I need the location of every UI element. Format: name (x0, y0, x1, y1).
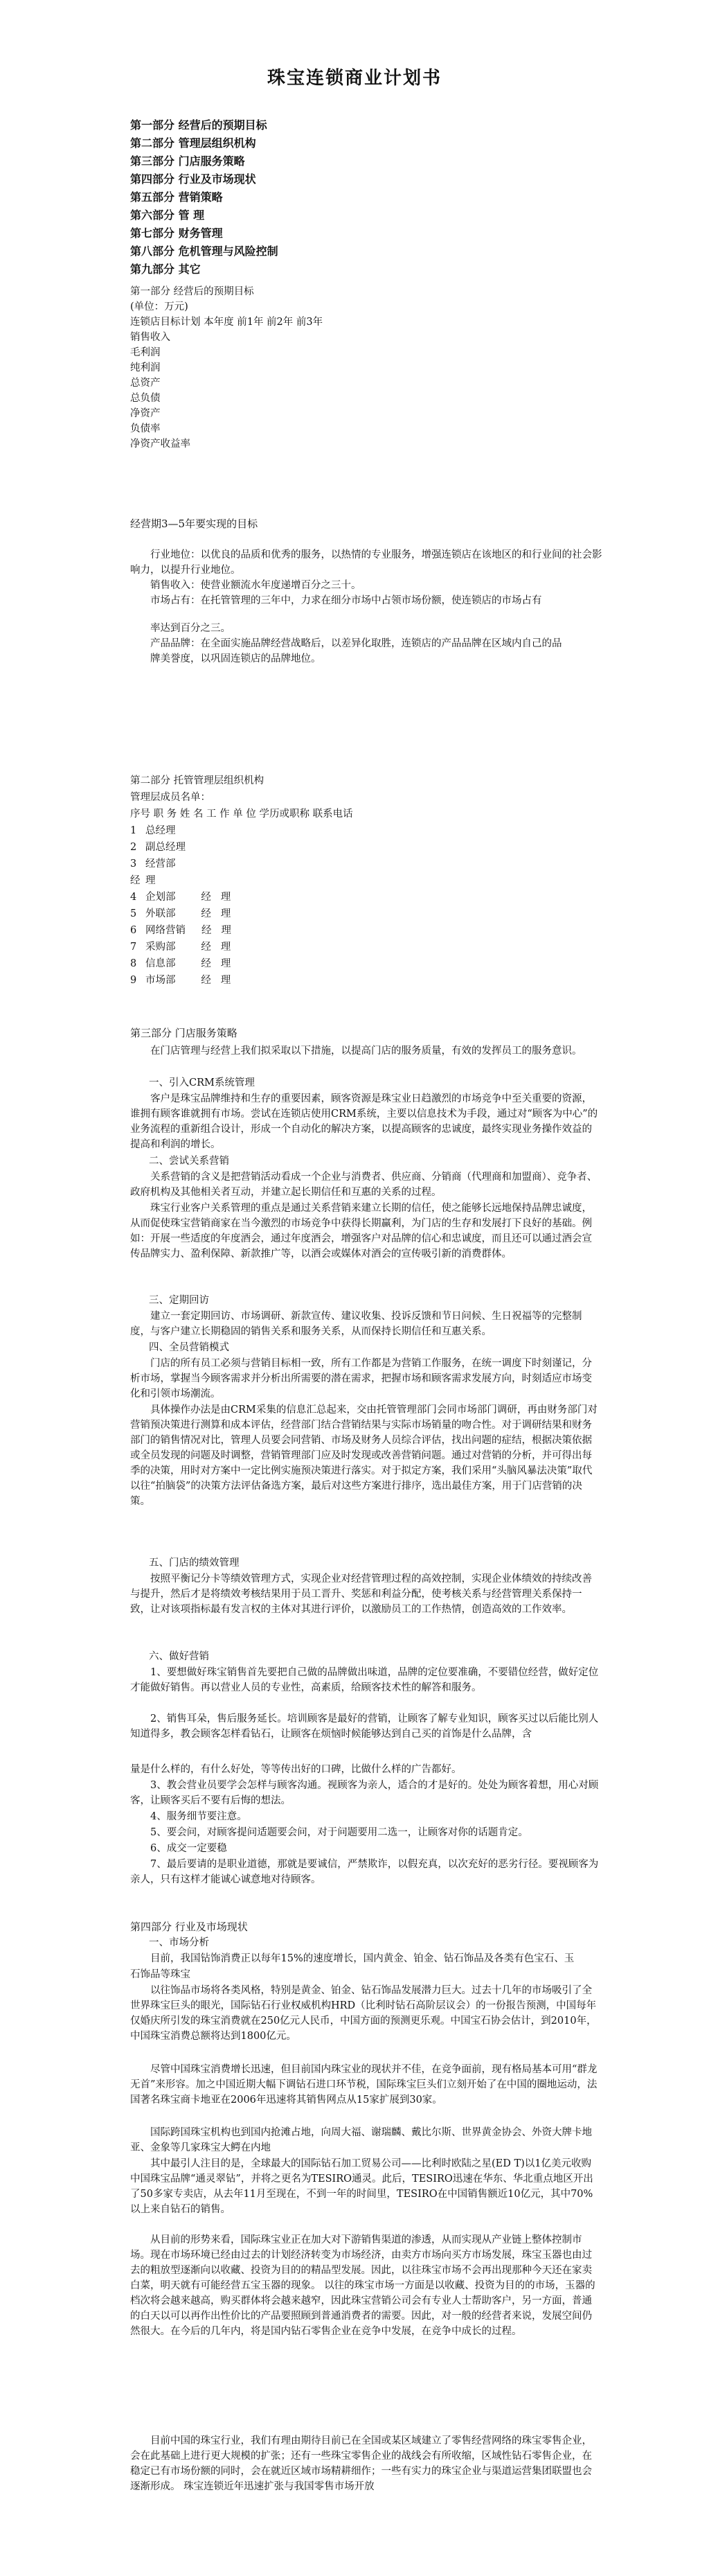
org-row-number: 5 (130, 908, 137, 919)
market-paragraph-1: 目前，我国钻饰消费正以每年15%的速度增长，国内黄金、铂金、钻石饰品及各类有色宝石、玉 (150, 1953, 575, 1964)
org-row-number: 经 (130, 875, 141, 886)
org-row-role: 外联部 经 理 (145, 908, 231, 919)
org-row-number: 3 (130, 858, 137, 870)
toc-item: 第一部分 经营后的预期目标 (130, 118, 267, 132)
market-paragraph-3: 尽管中国珠宝消费增长迅速，但目前国内珠宝业的现状并不佳，在竞争面前，现有格局基本可用“群龙无首”来形容。加之中国近期大幅下调钻石进口环节税，国际珠宝巨头们立刻开始了在中国的圈地运动，法国著名珠宝商卡地亚在2006年迅速将其销售网点从15家扩展到30家。 (130, 2064, 598, 2106)
org-row-role: 副总经理 (145, 842, 186, 853)
relationship-title: 二、尝试关系营销 (149, 1156, 229, 1167)
goal-market-share-cont: 率达到百分之三。 (150, 623, 231, 634)
org-row-number: 2 (130, 842, 137, 853)
marketing-item-3: 3、教会营业员要学会怎样与顾客沟通。视顾客为亲人，适合的才是好的。处处为顾客着想，用心对顾客，让顾客买后不要有后悔的想法。 (130, 1780, 599, 1806)
market-paragraph-7: 目前中国的珠宝行业，我们有理由期待目前已在全国或某区域建立了零售经营网络的珠宝零售企业，会在此基础上进行更大规模的扩张；还有一些珠宝零售企业的战线会有所收缩，区域性钻石零售企业，在稳定已有市场份额的同时，会在就近区域市场精耕细作；一些有实力的珠宝企业与渠道运营集团联盟也会逐渐形成。 珠宝连锁近年迅速扩张与我国零售市场开放 (130, 2435, 592, 2492)
goal-brand: 产品品牌：在全面实施品牌经营战略后，以差异化取胜，连锁店的产品品牌在区域内自己的品 (150, 638, 562, 649)
crm-title: 一、引入CRM系统管理 (149, 1077, 255, 1088)
table-of-contents (130, 116, 278, 279)
part3-heading: 第三部分 门店服务策略 (130, 1027, 237, 1039)
goal-sales: 销售收入：使营业额流水年度递增百分之三十。 (150, 580, 361, 591)
org-row-role: 市场部 经 理 (145, 975, 231, 986)
goal-brand-cont: 牌美誉度，以巩固连锁店的品牌地位。 (150, 653, 321, 664)
marketing-item-4: 4、服务细节要注意。 (150, 1811, 247, 1822)
org-row (130, 822, 353, 839)
relationship-paragraph-2: 珠宝行业客户关系管理的重点是通过关系营销来建立长期的信任，使之能够长远地保持品牌忠诚度，从而促使珠宝营销商家在当今激烈的市场竞争中获得长期赢利，为门店的生存和发展打下良好的基础。例如：开展一些适度的年度酒会，通过年度酒会，增强客户对品牌的信心和忠诚度，而且还可以通过酒会宣传品牌实力、盈利保障、新款推广等，以酒会或媒体对酒会的宣传吸引新的消费群体。 (130, 1203, 592, 1260)
org-row (130, 889, 353, 906)
org-row-number: 6 (130, 925, 137, 936)
part2-section (130, 773, 353, 989)
goals-list (130, 547, 608, 667)
part3-intro: 在门店管理与经营上我们拟采取以下措施，以提高门店的服务质量，有效的发挥员工的服务意识。 (150, 1046, 582, 1057)
org-row (130, 972, 353, 989)
toc-item: 第五部分 营销策略 (130, 191, 223, 204)
performance-paragraph: 按照平衡记分卡等绩效管理方式，实现企业对经营管理过程的高效控制，实现企业体绩效的持续改善与提升，然后才是将绩效考核结果用于员工晋升、奖惩和利益分配，使考核关系与经营管理关系保持一致，让对该项指标最有发言权的主体对其进行评价，以激励员工的工作热情，创造高效的工作效率。 (130, 1573, 592, 1615)
part4-heading: 第四部分 行业及市场现状 (130, 1921, 248, 1933)
org-row-number: 4 (130, 892, 137, 903)
target-row: 纯利润 (130, 362, 161, 373)
toc-item: 第九部分 其它 (130, 263, 201, 276)
org-row-number: 9 (130, 975, 137, 986)
org-row (130, 939, 353, 955)
marketing-item-1: 1、要想做好珠宝销售首先要把自己做的品牌做出味道，品牌的定位要准确，不要错位经营，做好定位才能做好销售。再以营业人员的专业性，高素质，给顾客技术性的解答和服务。 (130, 1667, 599, 1693)
target-row: 销售收入 (130, 332, 170, 343)
marketing-item-7: 7、最后要请的是职业道德，那就是要诚信，严禁欺诈，以假充真，以次充好的恶劣行径。要视顾客为亲人，只有这样才能诚心诚意地对待顾客。 (130, 1859, 599, 1885)
org-row (130, 856, 353, 872)
org-row (130, 955, 353, 972)
goal-industry: 行业地位：以优良的品质和优秀的服务，以热情的专业服务，增强连锁店在该地区的和行业间的社会影响力，以提升行业地位。 (130, 549, 602, 576)
marketing-item-2: 2、销售耳朵，售后服务延长。培训顾客是最好的营销，让顾客了解专业知识，顾客买过以后能比别人知道得多，教会顾客怎样看钻石，让顾客在烦恼时候能够达到自己买的首饰是什么品牌，含 (130, 1713, 599, 1740)
org-row-role: 网络营销 经 理 (145, 925, 231, 936)
fullstaff-paragraph-2: 具体操作办法是由CRM采集的信息汇总起来，交由托管管理部门会同市场部门调研，再由财务部门对营销预决策进行测算和成本评估，经营部门结合营销结果与实际市场销量的吻合性。对于调研结果和财务部门的销售情况对比，管理人员要会同营销、市场及财务人员综合评估，找出问题的症结，根据决策依据或全员发现的问题及时调整，营销管理部门应及时发现或改善营销问题。通过对营销的分析，并可得出每季的决策，用时对方案中一定比例实施预决策进行落实。对于拟定方案，我们采用“头脑风暴法决策”取代以往“拍脑袋”的决策方法评估备选方案，最后对这些方案进行排序，选出最佳方案，用于门店营销的决策。 (130, 1404, 598, 1507)
org-row (130, 872, 353, 889)
relationship-paragraph-1: 关系营销的含义是把营销活动看成一个企业与消费者、供应商、分销商（代理商和加盟商）、竞争者、政府机构及其他相关者互动，并建立起长期信任和互惠的关系的过程。 (130, 1172, 598, 1198)
toc-item: 第二部分 管理层组织机构 (130, 136, 256, 150)
part1-heading: 第一部分 经营后的预期目标 (130, 286, 254, 297)
target-table-header: 连锁店目标计划 本年度 前1年 前2年 前3年 (130, 317, 323, 328)
org-row (130, 906, 353, 922)
market-paragraph-6: 从目前的形势来看，国际珠宝业正在加大对下游销售渠道的渗透，从而实现从产业链上整体控制市场。现在市场环境已经由过去的计划经济转变为市场经济，由卖方市场向买方市场发展，珠宝玉器也由过去的粗放型逐渐向以收藏、投资为目的的精品型发展。因此，以往珠宝市场不会再出现那种今天还在家卖白菜，明天就有可能经营五宝玉器的现象。 以往的珠宝市场一方面是以收藏、投资为目的的市场，玉器的档次将会越来越高，购买群体将会越来越窄，因此珠宝营销公司会有专业人士帮助客户，另一方面，普通的白天以可以再作出性价比的产品要照顾到普通消费者的需要。因此，对一般的经营者来说，发展空间仍然很大。在今后的几年内，将是国内钻石零售企业在竞争中发展，在竞争中成长的过程。 (130, 2234, 595, 2337)
part2-subheading: 管理层成员名单： (130, 792, 210, 803)
goal-market-share: 市场占有：在托管管理的三年中，力求在细分市场中占领市场份额，使连锁店的市场占有 (150, 595, 542, 606)
org-row-number: 1 (130, 825, 137, 836)
target-row: 净资产收益率 (130, 439, 190, 450)
part2-heading: 第二部分 托管管理层组织机构 (130, 775, 264, 786)
toc-item: 第七部分 财务管理 (130, 227, 223, 240)
org-row-number: 8 (130, 958, 137, 969)
target-row: 总负债 (130, 393, 161, 404)
marketing-title: 六、做好营销 (149, 1651, 209, 1662)
market-paragraph-1-cont: 石饰品等珠宝 (130, 1969, 190, 1980)
toc-item: 第三部分 门店服务策略 (130, 155, 245, 168)
org-row-role: 企划部 经 理 (145, 892, 231, 903)
target-row: 总资产 (130, 378, 161, 389)
toc-item: 第六部分 管 理 (130, 209, 205, 222)
target-row: 净资产 (130, 408, 161, 419)
market-analysis-title: 一、市场分析 (149, 1937, 209, 1948)
market-paragraph-5: 其中最引人注目的是，全球最大的国际钻石加工贸易公司——比利时欧陆之星(ED T)以1亿美元收购中国珠宝品牌“通灵翠钻”，并将之更名为TESIRO通灵。此后，TESIRO迅速在华东、华北重点地区开出了50多家专卖店，从去年11月至现在，不到一年的时间里，TESIRO在中国销售额近10亿元，其中70%以上来自钻石的销售。 (130, 2158, 593, 2215)
part1-unit: (单位：万元) (130, 301, 188, 312)
marketing-item-6: 6、成交一定要稳 (150, 1843, 227, 1854)
goals-heading: 经营期3—5年要实现的目标 (130, 518, 258, 530)
org-table-header: 序号 职 务 姓 名 工 作 单 位 学历或职称 联系电话 (130, 809, 353, 820)
part1-section (130, 284, 615, 452)
org-row (130, 839, 353, 856)
toc-item: 第四部分 行业及市场现状 (130, 173, 256, 186)
document-title: 珠宝连锁商业计划书 (267, 68, 442, 89)
market-paragraph-4: 国际跨国珠宝机构也到国内抢滩占地，向周大福、谢瑞麟、戴比尔斯、世界黄金协会、外资大牌卡地亚、金象等几家珠宝大鳄在内地 (130, 2127, 592, 2153)
performance-title: 五、门店的绩效管理 (149, 1558, 240, 1569)
org-row-role: 理 (145, 875, 156, 886)
fullstaff-paragraph-1: 门店的所有员工必须与营销目标相一致，所有工作都是为营销工作服务，在统一调度下时刻谨记，分析市场，掌握当今顾客需求并分析出所需要的潜在需求，把握市场和顾客需求发展方向，时刻适应市场变化和引领市场潮流。 (130, 1358, 592, 1400)
revisit-title: 三、定期回访 (149, 1295, 209, 1306)
toc-item: 第八部分 危机管理与风险控制 (130, 245, 278, 258)
org-row-role: 总经理 (145, 825, 176, 836)
market-paragraph-2: 以往饰品市场将各类风格，特别是黄金、铂金、钻石饰品发展潜力巨大。过去十几年的市场吸引了全世界珠宝巨头的眼光，国际钻石行业权威机构HRD（比利时钻石高阶层议会）的一份报告预测，中国每年仅婚庆所引发的珠宝消费就在250亿元人民币，中国方面的预测更乐观。中国宝石协会估计，到2010年，中国珠宝消费总额将达到1800亿元。 (130, 1985, 597, 2042)
org-row-role: 信息部 经 理 (145, 958, 231, 969)
marketing-item-2-cont: 量是什么样的，有什么好处，等等传出好的口碑，比做什么样的广告都好。 (130, 1764, 462, 1775)
org-row-number: 7 (130, 942, 137, 953)
crm-paragraph: 客户是珠宝品牌维持和生存的重要因素，顾客资源是珠宝业日趋激烈的市场竞争中至关重要的资源，谁拥有顾客谁就拥有市场。尝试在连锁店使用CRM系统，主要以信息技术为手段，通过对“顾客为中心”的业务流程的重新组合设计，形成一个自动化的解决方案，以提高顾客的忠诚度，最终实现业务操作效益的提高和利润的增长。 (130, 1093, 598, 1150)
revisit-paragraph: 建立一套定期回访、市场调研、新款宣传、建议收集、投诉反馈和节日问候、生日祝福等的完整制度，与客户建立长期稳固的销售关系和服务关系，从而保持长期信任和互惠关系。 (130, 1311, 582, 1337)
target-row: 负债率 (130, 423, 161, 434)
target-row: 毛利润 (130, 347, 161, 358)
fullstaff-title: 四、全员营销模式 (149, 1342, 229, 1353)
org-row-role: 经营部 (145, 858, 176, 870)
org-row (130, 922, 353, 939)
marketing-item-5: 5、要会问，对顾客提问适题要会问，对于问题要用二选一，让顾客对你的话题肯定。 (150, 1827, 528, 1838)
org-row-role: 采购部 经 理 (145, 942, 231, 953)
